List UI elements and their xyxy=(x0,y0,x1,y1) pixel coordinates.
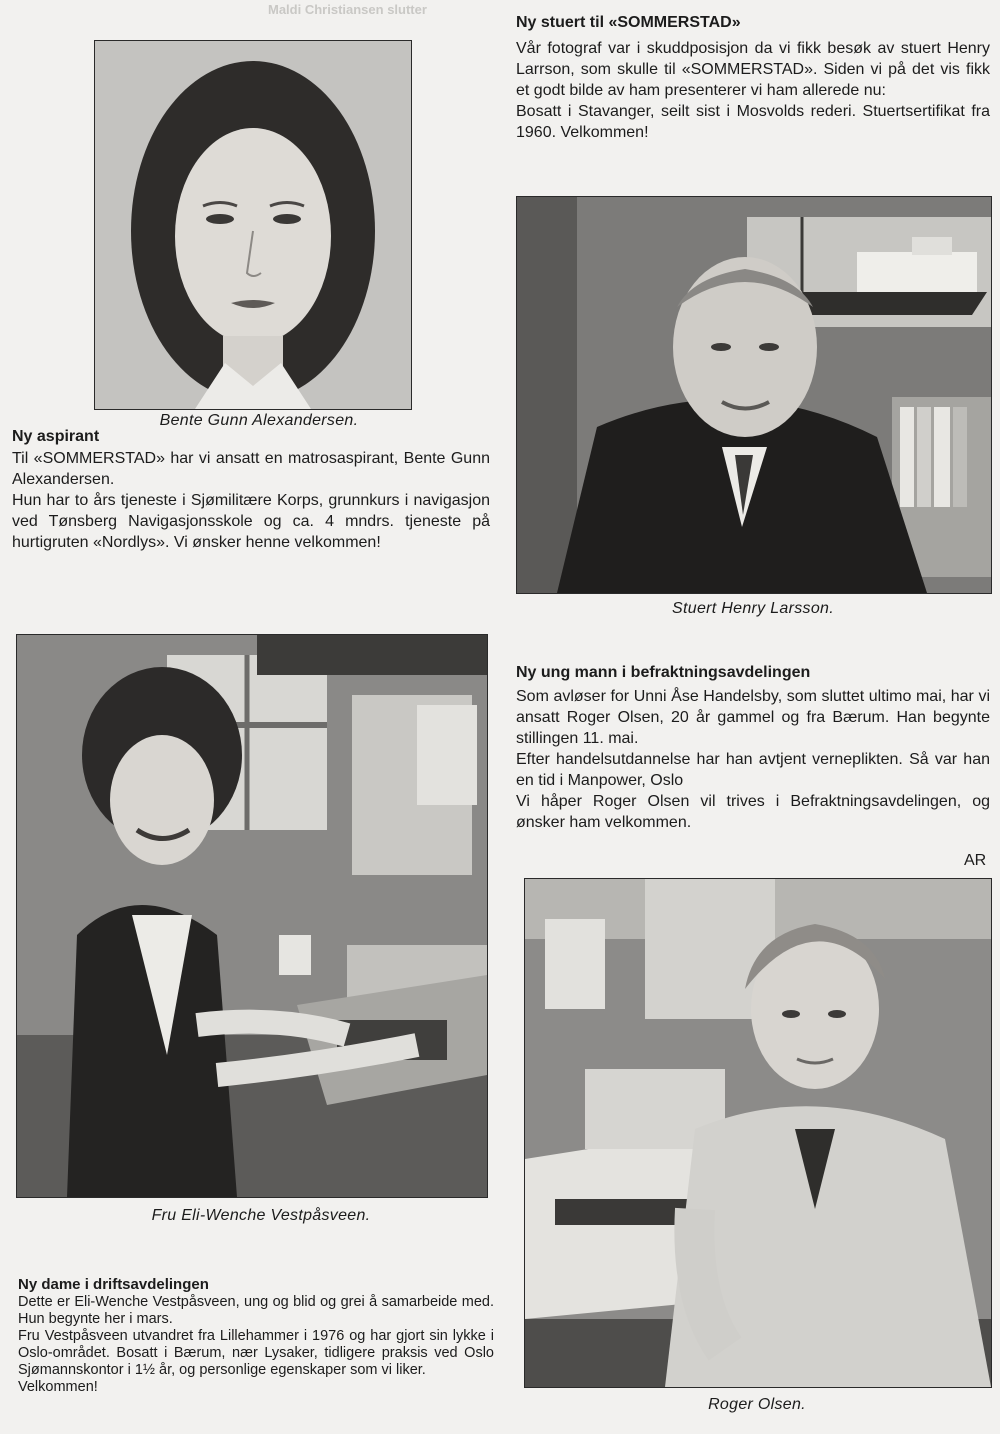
article-ny-ung-mann xyxy=(516,686,990,833)
photo-bente-gunn-alexandersen xyxy=(94,40,412,410)
paragraph: Bosatt i Stavanger, seilt sist i Mosvolds rederi. Stuertsertifikat fra 1960. Velkommen! xyxy=(516,103,990,141)
paragraph: Fru Vestpåsveen utvandret fra Lillehammer i 1976 og har gjort sin lykke i Oslo-området. Bosatt i Bærum, nær Lysaker, tidligere praksis ved Oslo Sjømannskontor i 1½ år, og personlige egenskaper som vi liker. xyxy=(18,1328,494,1378)
photo-roger-olsen xyxy=(524,878,992,1388)
caption-eli-wenche: Fru Eli-Wenche Vestpåsveen. xyxy=(151,1207,371,1224)
paragraph: Som avløser for Unni Åse Handelsby, som sluttet ultimo mai, har vi ansatt Roger Olsen, 20 år gammel og fra Bærum. Han begynte stillingen 11. mai. xyxy=(516,688,990,747)
paragraph: Vi håper Roger Olsen vil trives i Befraktningsavdelingen, og ønsker ham velkommen. xyxy=(516,793,990,831)
paragraph: Dette er Eli-Wenche Vestpåsveen, ung og blid og grei å samarbeide med. Hun begynte her i mars. xyxy=(18,1294,494,1327)
article-ny-stuert xyxy=(516,38,990,143)
article-ny-dame xyxy=(18,1294,494,1396)
heading-ny-dame: Ny dame i driftsavdelingen xyxy=(18,1276,209,1293)
paragraph: Vår fotograf var i skuddposisjon da vi fikk besøk av stuert Henry Larrson, som skulle til «SOMMERSTAD». Siden vi på det vis fikk et godt bilde av ham presenterer vi ham allerede nu: xyxy=(516,40,990,99)
signature-ar: AR xyxy=(964,852,987,869)
caption-bente-gunn: Bente Gunn Alexandersen. xyxy=(159,412,359,429)
paragraph: Til «SOMMERSTAD» har vi ansatt en matrosaspirant, Bente Gunn Alexandersen. xyxy=(12,450,490,488)
article-ny-aspirant xyxy=(12,448,490,553)
heading-ny-aspirant: Ny aspirant xyxy=(12,428,100,445)
paragraph: Velkommen! xyxy=(18,1379,98,1395)
heading-ny-stuert: Ny stuert til «SOMMERSTAD» xyxy=(516,14,741,31)
caption-henry-larsson: Stuert Henry Larsson. xyxy=(672,600,834,617)
photo-henry-larsson xyxy=(516,196,992,594)
photo-eli-wenche-vestpasveen xyxy=(16,634,488,1198)
paragraph: Hun har to års tjeneste i Sjømilitære Korps, grunnkurs i navigasjon ved Tønsberg Navigasjonsskole og ca. 4 mndrs. tjeneste på hurtigruten «Nordlys». Vi ønsker henne velkommen! xyxy=(12,492,490,551)
paragraph: Efter handelsutdannelse har han avtjent verneplikten. Så var han en tid i Manpower, Oslo xyxy=(516,751,990,789)
bleed-through-header-left: Maldi Christiansen slutter xyxy=(268,2,427,17)
heading-ny-ung-mann: Ny ung mann i befraktningsavdelingen xyxy=(516,664,811,681)
caption-roger-olsen: Roger Olsen. xyxy=(708,1396,806,1413)
